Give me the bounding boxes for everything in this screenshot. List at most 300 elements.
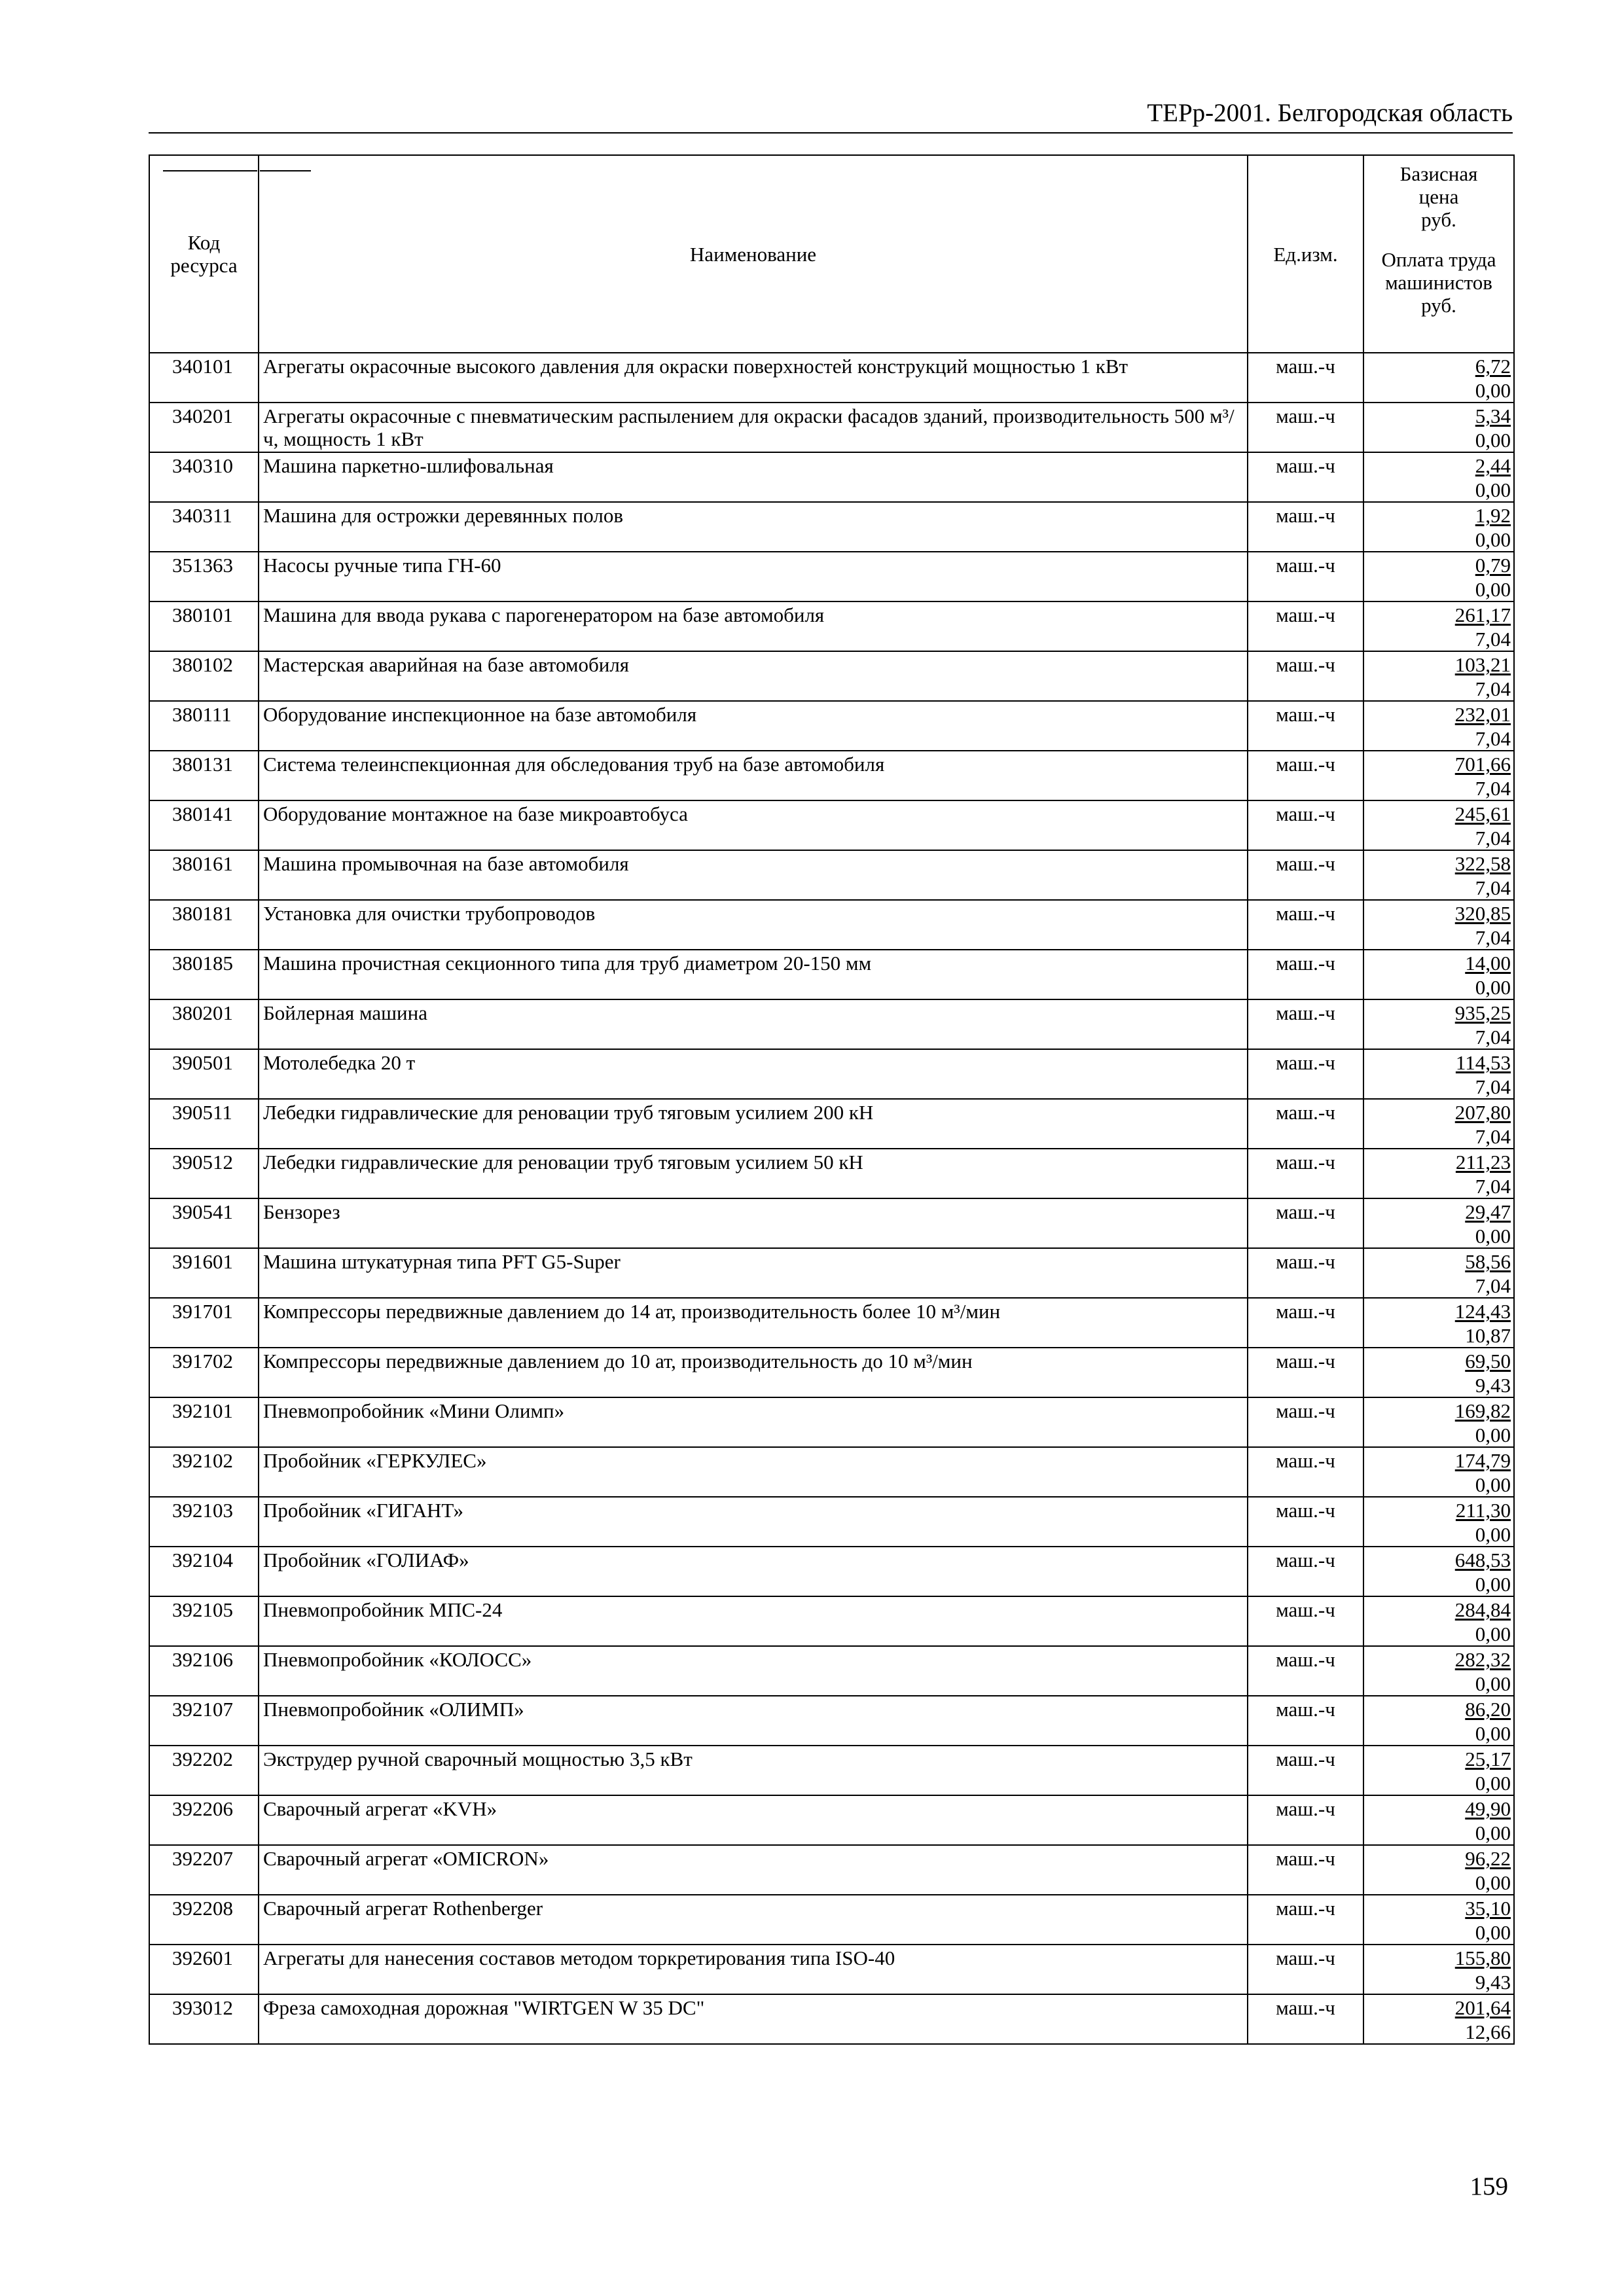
resource-code: [149, 1795, 259, 1845]
unit-of-measure-text: маш.-ч: [1276, 1648, 1335, 1671]
base-price: 701,66: [1454, 753, 1511, 776]
base-price: 1,92: [1475, 504, 1511, 527]
resource-code: [149, 1696, 259, 1746]
price-base-line: [1364, 552, 1511, 577]
resource-code-text: 340201: [172, 404, 233, 427]
unit-of-measure-text: маш.-ч: [1276, 1449, 1335, 1472]
base-price: 245,61: [1454, 802, 1511, 825]
operator-wage: 0,00: [1475, 478, 1511, 501]
price-cell: [1363, 1298, 1514, 1348]
price-cell: [1363, 900, 1514, 950]
table-body: [149, 353, 1514, 2044]
base-price: 174,79: [1454, 1449, 1511, 1472]
unit-of-measure: [1248, 1447, 1363, 1497]
table-row: [149, 1198, 1514, 1248]
price-base-line: [1364, 1995, 1511, 2019]
unit-of-measure-text: маш.-ч: [1276, 1300, 1335, 1323]
table-row: [149, 353, 1514, 403]
resource-name: [259, 353, 1248, 403]
resource-code: [149, 452, 259, 502]
base-price: 103,21: [1454, 653, 1511, 676]
table-row: [149, 1795, 1514, 1845]
resource-code-text: 392107: [172, 1698, 233, 1721]
unit-of-measure-text: маш.-ч: [1276, 404, 1335, 427]
price-cell: [1363, 999, 1514, 1049]
resource-price-table: [149, 154, 1515, 2045]
price-cell: [1363, 651, 1514, 701]
price-base-line: [1364, 652, 1511, 676]
column-header-code-line: Код: [187, 231, 221, 254]
resource-name-text: Пробойник «ГИГАНТ»: [263, 1499, 464, 1522]
header-rule: [149, 132, 1513, 134]
table-row: [149, 1547, 1514, 1596]
resource-code: [149, 1397, 259, 1447]
resource-name: [259, 1945, 1248, 1994]
resource-code-text: 392202: [172, 1748, 233, 1770]
resource-name: [259, 651, 1248, 701]
base-price: 29,47: [1465, 1200, 1511, 1223]
unit-of-measure-text: маш.-ч: [1276, 1499, 1335, 1522]
operator-wage: 0,00: [1475, 1473, 1511, 1496]
table-row: [149, 1397, 1514, 1447]
price-base-line: [1364, 1647, 1511, 1671]
resource-code: [149, 1646, 259, 1696]
resource-code-text: 380101: [172, 603, 233, 626]
resource-code-text: 390512: [172, 1151, 233, 1174]
resource-name-text: Насосы ручные типа ГН-60: [263, 554, 501, 577]
price-base-line: [1364, 1547, 1511, 1571]
resource-name: [259, 452, 1248, 502]
resource-name: [259, 850, 1248, 900]
table-row: [149, 1646, 1514, 1696]
price-base-line: [1364, 1249, 1511, 1273]
resource-name-text: Пневмопробойник МПС-24: [263, 1598, 503, 1621]
price-cell: [1363, 1845, 1514, 1895]
base-price: 207,80: [1454, 1101, 1511, 1124]
resource-code-text: 392104: [172, 1549, 233, 1571]
unit-of-measure: [1248, 601, 1363, 651]
base-price: 114,53: [1455, 1051, 1511, 1074]
price-base-line: [1364, 1149, 1511, 1174]
resource-code: [149, 552, 259, 601]
unit-of-measure-text: маш.-ч: [1276, 1101, 1335, 1124]
unit-of-measure-text: маш.-ч: [1276, 902, 1335, 925]
price-base-line: [1364, 1299, 1511, 1323]
resource-name-text: Пробойник «ГОЛИАФ»: [263, 1549, 469, 1571]
resource-name-text: Машина для ввода рукава с парогенератором на базе автомобиля: [263, 603, 825, 626]
unit-of-measure: [1248, 751, 1363, 800]
operator-wage: 7,04: [1475, 1075, 1511, 1098]
resource-code-text: 340311: [172, 504, 232, 527]
price-cell: [1363, 1248, 1514, 1298]
base-price: 14,00: [1465, 952, 1511, 975]
table-row: [149, 1447, 1514, 1497]
price-cell: [1363, 1348, 1514, 1397]
base-price: 6,72: [1475, 355, 1511, 378]
unit-of-measure: [1248, 1895, 1363, 1945]
operator-wage: 0,00: [1475, 429, 1511, 452]
resource-code-text: 391701: [172, 1300, 233, 1323]
resource-name-text: Фреза самоходная дорожная "WIRTGEN W 35 DC": [263, 1996, 705, 2019]
base-price: 86,20: [1465, 1698, 1511, 1721]
unit-of-measure-text: маш.-ч: [1276, 1996, 1335, 2019]
unit-of-measure-text: маш.-ч: [1276, 1399, 1335, 1422]
table-row: [149, 701, 1514, 751]
column-header-price-line: руб.: [1421, 294, 1456, 317]
table-row: [149, 1994, 1514, 2044]
resource-name-text: Компрессоры передвижные давлением до 10 ат, производительность до 10 м³/мин: [263, 1350, 973, 1372]
resource-code: [149, 850, 259, 900]
price-base-line: [1364, 702, 1511, 726]
resource-name: [259, 1746, 1248, 1795]
resource-code-text: 392208: [172, 1897, 233, 1920]
price-base-line: [1364, 1398, 1511, 1422]
resource-name-text: Машина штукатурная типа PFT G5-Super: [263, 1250, 621, 1273]
resource-code: [149, 751, 259, 800]
resource-code-text: 391702: [172, 1350, 233, 1372]
unit-of-measure: [1248, 1049, 1363, 1099]
unit-of-measure: [1248, 502, 1363, 552]
resource-code: [149, 1348, 259, 1397]
operator-wage: 10,87: [1465, 1324, 1511, 1347]
base-price: 169,82: [1454, 1399, 1511, 1422]
table-row: [149, 1149, 1514, 1198]
resource-code-text: 340310: [172, 454, 233, 477]
price-cell: [1363, 1099, 1514, 1149]
header-mini-rule: [260, 170, 311, 171]
resource-code: [149, 1149, 259, 1198]
table-row: [149, 601, 1514, 651]
unit-of-measure-text: маш.-ч: [1276, 1897, 1335, 1920]
resource-name: [259, 1994, 1248, 2044]
table-row: [149, 1099, 1514, 1149]
price-cell: [1363, 1994, 1514, 2044]
resource-name: [259, 552, 1248, 601]
operator-wage: 7,04: [1475, 926, 1511, 949]
unit-of-measure-text: маш.-ч: [1276, 504, 1335, 527]
resource-name-text: Бойлерная машина: [263, 1001, 427, 1024]
operator-wage: 0,00: [1475, 1225, 1511, 1247]
base-price: 35,10: [1465, 1897, 1511, 1920]
column-header-unit: Ед.изм.: [1248, 155, 1363, 353]
resource-code: [149, 900, 259, 950]
base-price: 284,84: [1454, 1598, 1511, 1621]
table-row: [149, 502, 1514, 552]
operator-wage: 7,04: [1475, 677, 1511, 700]
unit-of-measure: [1248, 1149, 1363, 1198]
table-row: [149, 1845, 1514, 1895]
price-cell: [1363, 1746, 1514, 1795]
resource-code-text: 392105: [172, 1598, 233, 1621]
unit-of-measure-text: маш.-ч: [1276, 802, 1335, 825]
resource-name: [259, 1198, 1248, 1248]
resource-code: [149, 999, 259, 1049]
price-base-line: [1364, 602, 1511, 626]
unit-of-measure: [1248, 1795, 1363, 1845]
table-row: [149, 403, 1514, 452]
price-base-line: [1364, 1895, 1511, 1920]
resource-name-text: Экструдер ручной сварочный мощностью 3,5 кВт: [263, 1748, 693, 1770]
resource-code-text: 390541: [172, 1200, 233, 1223]
resource-name: [259, 1248, 1248, 1298]
price-base-line: [1364, 1597, 1511, 1621]
operator-wage: 0,00: [1475, 1623, 1511, 1645]
resource-name: [259, 1397, 1248, 1447]
operator-wage: 7,04: [1475, 1125, 1511, 1148]
unit-of-measure: [1248, 1397, 1363, 1447]
column-header-price-line: машинистов: [1385, 271, 1492, 294]
price-cell: [1363, 751, 1514, 800]
price-cell: [1363, 800, 1514, 850]
resource-code-text: 392601: [172, 1946, 233, 1969]
base-price: 25,17: [1465, 1748, 1511, 1770]
unit-of-measure: [1248, 552, 1363, 601]
operator-wage: 0,00: [1475, 1573, 1511, 1596]
price-cell: [1363, 353, 1514, 403]
resource-code-text: 380102: [172, 653, 233, 676]
table-row: [149, 1696, 1514, 1746]
unit-of-measure-text: маш.-ч: [1276, 1250, 1335, 1273]
price-base-line: [1364, 1945, 1511, 1969]
resource-code-text: 392102: [172, 1449, 233, 1472]
price-base-line: [1364, 851, 1511, 875]
column-header-price-line: Базисная: [1399, 162, 1478, 185]
resource-name-text: Лебедки гидравлические для реновации труб тяговым усилием 200 кН: [263, 1101, 874, 1124]
resource-code-text: 380181: [172, 902, 233, 925]
resource-code-text: 340101: [172, 355, 233, 378]
resource-name: [259, 701, 1248, 751]
resource-name-text: Система телеинспекционная для обследования труб на базе автомобиля: [263, 753, 885, 776]
operator-wage: 0,00: [1475, 379, 1511, 402]
resource-name: [259, 1547, 1248, 1596]
resource-name: [259, 999, 1248, 1049]
resource-code: [149, 601, 259, 651]
price-cell: [1363, 701, 1514, 751]
resource-name-text: Сварочный агрегат «KVH»: [263, 1797, 497, 1820]
resource-code: [149, 502, 259, 552]
resource-name: [259, 1298, 1248, 1348]
operator-wage: 0,00: [1475, 1821, 1511, 1844]
table-row: [149, 1348, 1514, 1397]
resource-name-text: Машина промывочная на базе автомобиля: [263, 852, 629, 875]
base-price: 96,22: [1465, 1847, 1511, 1870]
unit-of-measure: [1248, 1696, 1363, 1746]
header-mini-rule: [163, 170, 257, 171]
resource-code: [149, 1596, 259, 1646]
resource-name-text: Лебедки гидравлические для реновации труб тяговым усилием 50 кН: [263, 1151, 863, 1174]
resource-name-text: Пневмопробойник «КОЛОСС»: [263, 1648, 532, 1671]
resource-code-text: 391601: [172, 1250, 233, 1273]
operator-wage: 7,04: [1475, 1274, 1511, 1297]
resource-code: [149, 1497, 259, 1547]
price-cell: [1363, 1646, 1514, 1696]
unit-of-measure: [1248, 1646, 1363, 1696]
base-price: 69,50: [1465, 1350, 1511, 1372]
resource-name-text: Машина паркетно-шлифовальная: [263, 454, 554, 477]
price-base-line: [1364, 1448, 1511, 1472]
price-base-line: [1364, 1696, 1511, 1721]
resource-code-text: 393012: [172, 1996, 233, 2019]
table-row: [149, 1746, 1514, 1795]
resource-name: [259, 1845, 1248, 1895]
table-row: [149, 452, 1514, 502]
operator-wage: 7,04: [1475, 628, 1511, 651]
price-base-line: [1364, 1498, 1511, 1522]
resource-name-text: Пробойник «ГЕРКУЛЕС»: [263, 1449, 487, 1472]
base-price: 0,79: [1475, 554, 1511, 577]
base-price: 211,30: [1455, 1499, 1511, 1522]
unit-of-measure: [1248, 651, 1363, 701]
resource-name-text: Пневмопробойник «Мини Олимп»: [263, 1399, 565, 1422]
base-price: 232,01: [1454, 703, 1511, 726]
operator-wage: 0,00: [1475, 578, 1511, 601]
resource-code-text: 392206: [172, 1797, 233, 1820]
resource-code: [149, 1994, 259, 2044]
base-price: 320,85: [1454, 902, 1511, 925]
price-cell: [1363, 1198, 1514, 1248]
unit-of-measure-text: маш.-ч: [1276, 703, 1335, 726]
unit-of-measure-text: маш.-ч: [1276, 454, 1335, 477]
resource-code-text: 390501: [172, 1051, 233, 1074]
resource-name-text: Установка для очистки трубопроводов: [263, 902, 596, 925]
resource-name: [259, 1696, 1248, 1746]
resource-name: [259, 800, 1248, 850]
unit-of-measure: [1248, 850, 1363, 900]
price-cell: [1363, 601, 1514, 651]
resource-name: [259, 751, 1248, 800]
price-cell: [1363, 1397, 1514, 1447]
table-row: [149, 1049, 1514, 1099]
resource-name: [259, 403, 1248, 452]
unit-of-measure-text: маш.-ч: [1276, 1797, 1335, 1820]
unit-of-measure: [1248, 1198, 1363, 1248]
column-header-name: Наименование: [259, 155, 1248, 353]
column-header-code: [149, 155, 259, 353]
price-base-line: [1364, 453, 1511, 477]
resource-code-text: 392207: [172, 1847, 233, 1870]
unit-of-measure-text: маш.-ч: [1276, 1698, 1335, 1721]
table-row: [149, 850, 1514, 900]
page-number: 159: [1470, 2172, 1508, 2200]
table-row: [149, 800, 1514, 850]
resource-name-text: Мастерская аварийная на базе автомобиля: [263, 653, 630, 676]
price-base-line: [1364, 503, 1511, 527]
unit-of-measure: [1248, 1945, 1363, 1994]
resource-name-text: Агрегаты для нанесения составов методом торкретирования типа ISO-40: [263, 1946, 895, 1969]
resource-name: [259, 1497, 1248, 1547]
table-row: [149, 1895, 1514, 1945]
operator-wage: 0,00: [1475, 1772, 1511, 1795]
resource-name: [259, 1348, 1248, 1397]
base-price: 49,90: [1465, 1797, 1511, 1820]
unit-of-measure: [1248, 1845, 1363, 1895]
operator-wage: 0,00: [1475, 1921, 1511, 1944]
resource-code: [149, 1895, 259, 1945]
resource-code: [149, 800, 259, 850]
base-price: 935,25: [1454, 1001, 1511, 1024]
unit-of-measure: [1248, 1596, 1363, 1646]
resource-name: [259, 1099, 1248, 1149]
resource-code-text: 392106: [172, 1648, 233, 1671]
unit-of-measure-text: маш.-ч: [1276, 1847, 1335, 1870]
table-row: [149, 651, 1514, 701]
resource-code-text: 380185: [172, 952, 233, 975]
price-base-line: [1364, 901, 1511, 925]
resource-code: [149, 651, 259, 701]
resource-code-text: 380111: [172, 703, 232, 726]
resource-name-text: Сварочный агрегат «OMICRON»: [263, 1847, 549, 1870]
operator-wage: 0,00: [1475, 976, 1511, 999]
column-header-code-line: ресурса: [170, 254, 238, 277]
resource-code-text: 390511: [172, 1101, 232, 1124]
running-title: ТЕРр-2001. Белгородская область: [1147, 99, 1513, 127]
column-header-price-line: Оплата труда: [1381, 248, 1496, 271]
unit-of-measure-text: маш.-ч: [1276, 554, 1335, 577]
table-row: [149, 1248, 1514, 1298]
resource-name-text: Оборудование монтажное на базе микроавтобуса: [263, 802, 688, 825]
price-cell: [1363, 1696, 1514, 1746]
resource-code: [149, 1547, 259, 1596]
base-price: 2,44: [1475, 454, 1511, 477]
price-base-line: [1364, 1000, 1511, 1024]
resource-code: [149, 1099, 259, 1149]
price-base-line: [1364, 1348, 1511, 1372]
resource-name-text: Агрегаты окрасочные с пневматическим распылением для окраски фасадов зданий, производительность 500 м³/ч, мощность 1 кВт: [263, 404, 1235, 450]
operator-wage: 7,04: [1475, 1026, 1511, 1049]
price-cell: [1363, 1497, 1514, 1547]
unit-of-measure: [1248, 1348, 1363, 1397]
price-cell: [1363, 850, 1514, 900]
operator-wage: 7,04: [1475, 777, 1511, 800]
resource-name-text: Агрегаты окрасочные высокого давления для окраски поверхностей конструкций мощностью 1 кВт: [263, 355, 1128, 378]
resource-name-text: Сварочный агрегат Rothenberger: [263, 1897, 543, 1920]
resource-name-text: Мотолебедка 20 т: [263, 1051, 416, 1074]
price-base-line: [1364, 1100, 1511, 1124]
price-cell: [1363, 1547, 1514, 1596]
resource-name-text: Оборудование инспекционное на базе автомобиля: [263, 703, 697, 726]
resource-code-text: 380141: [172, 802, 233, 825]
price-cell: [1363, 1049, 1514, 1099]
resource-code: [149, 1198, 259, 1248]
table-row: [149, 1945, 1514, 1994]
base-price: 58,56: [1465, 1250, 1511, 1273]
resource-code: [149, 1298, 259, 1348]
resource-name: [259, 1795, 1248, 1845]
resource-name-text: Машина прочистная секционного типа для труб диаметром 20-150 мм: [263, 952, 872, 975]
resource-code-text: 351363: [172, 554, 233, 577]
unit-of-measure-text: маш.-ч: [1276, 1598, 1335, 1621]
unit-of-measure: [1248, 999, 1363, 1049]
operator-wage: 0,00: [1475, 1722, 1511, 1745]
price-base-line: [1364, 801, 1511, 825]
unit-of-measure-text: маш.-ч: [1276, 1549, 1335, 1571]
base-price: 261,17: [1454, 603, 1511, 626]
price-base-line: [1364, 1846, 1511, 1870]
table-row: [149, 950, 1514, 999]
unit-of-measure-text: маш.-ч: [1276, 355, 1335, 378]
resource-name: [259, 1149, 1248, 1198]
unit-of-measure: [1248, 452, 1363, 502]
table-row: [149, 999, 1514, 1049]
unit-of-measure-text: маш.-ч: [1276, 653, 1335, 676]
unit-of-measure: [1248, 1298, 1363, 1348]
unit-of-measure-text: маш.-ч: [1276, 1151, 1335, 1174]
unit-of-measure-text: маш.-ч: [1276, 952, 1335, 975]
resource-code: [149, 1049, 259, 1099]
table-row: [149, 1298, 1514, 1348]
table-header-row: [149, 155, 1514, 353]
price-cell: [1363, 1447, 1514, 1497]
